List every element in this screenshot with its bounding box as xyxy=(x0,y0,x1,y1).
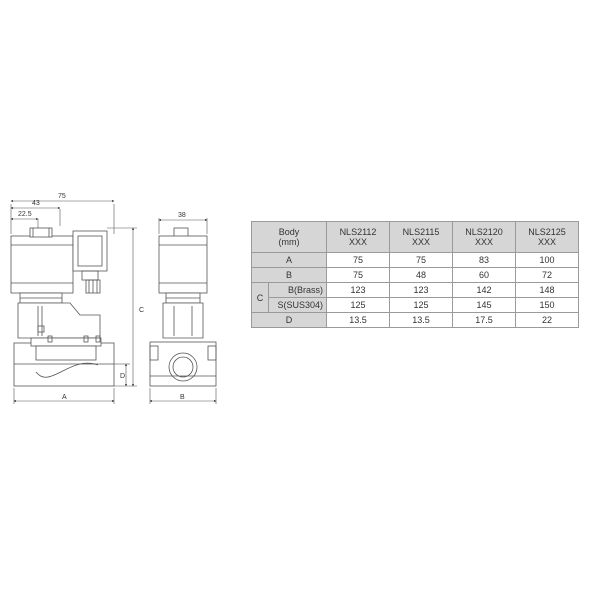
row-label: B(Brass) xyxy=(269,283,327,298)
table-cell: 125 xyxy=(390,298,453,313)
table-cell: 13.5 xyxy=(390,313,453,328)
header-model: NLS2120 XXX xyxy=(453,222,516,253)
table-cell: 13.5 xyxy=(327,313,390,328)
row-label: D xyxy=(252,313,327,328)
dim-label-a: A xyxy=(62,394,67,401)
dim-label-c: C xyxy=(139,307,145,314)
dim-label-b: B xyxy=(180,394,185,401)
table-cell: 142 xyxy=(453,283,516,298)
table-cell: 123 xyxy=(327,283,390,298)
table-cell: 150 xyxy=(516,298,579,313)
side-coil xyxy=(159,236,207,293)
table-row xyxy=(252,313,579,328)
table-cell: 145 xyxy=(453,298,516,313)
side-view xyxy=(150,228,216,386)
dim-inlet-offset: 22.5 xyxy=(18,211,32,218)
table-cell: 48 xyxy=(390,268,453,283)
dim-overall-width: 75 xyxy=(58,193,66,200)
header-model: NLS2112 XXX xyxy=(327,222,390,253)
table-cell: 75 xyxy=(327,268,390,283)
table-cell: 17.5 xyxy=(453,313,516,328)
front-view xyxy=(11,228,114,386)
row-group-label: C xyxy=(252,283,269,313)
table-row xyxy=(252,298,579,313)
table-cell: 83 xyxy=(453,253,516,268)
table-cell: 22 xyxy=(516,313,579,328)
dim-side-coil-width: 38 xyxy=(178,212,186,219)
table-cell: 75 xyxy=(327,253,390,268)
dim-label-d: D xyxy=(120,373,126,380)
row-label: B xyxy=(252,268,327,283)
dim-coil-offset: 43 xyxy=(32,200,40,207)
table-cell: 148 xyxy=(516,283,579,298)
header-model: NLS2115 XXX xyxy=(390,222,453,253)
table-cell: 75 xyxy=(390,253,453,268)
dimension-table xyxy=(251,221,579,328)
table-cell: 100 xyxy=(516,253,579,268)
table-cell: 60 xyxy=(453,268,516,283)
row-label: A xyxy=(252,253,327,268)
front-coil xyxy=(11,236,73,293)
table-cell: 123 xyxy=(390,283,453,298)
row-label: S(SUS304) xyxy=(269,298,327,313)
header-model: NLS2125 XXX xyxy=(516,222,579,253)
table-row xyxy=(252,268,579,283)
table-row xyxy=(252,283,579,298)
header-body: Body (mm) xyxy=(252,222,327,253)
table-cell: 125 xyxy=(327,298,390,313)
table-row xyxy=(252,253,579,268)
table-cell: 72 xyxy=(516,268,579,283)
